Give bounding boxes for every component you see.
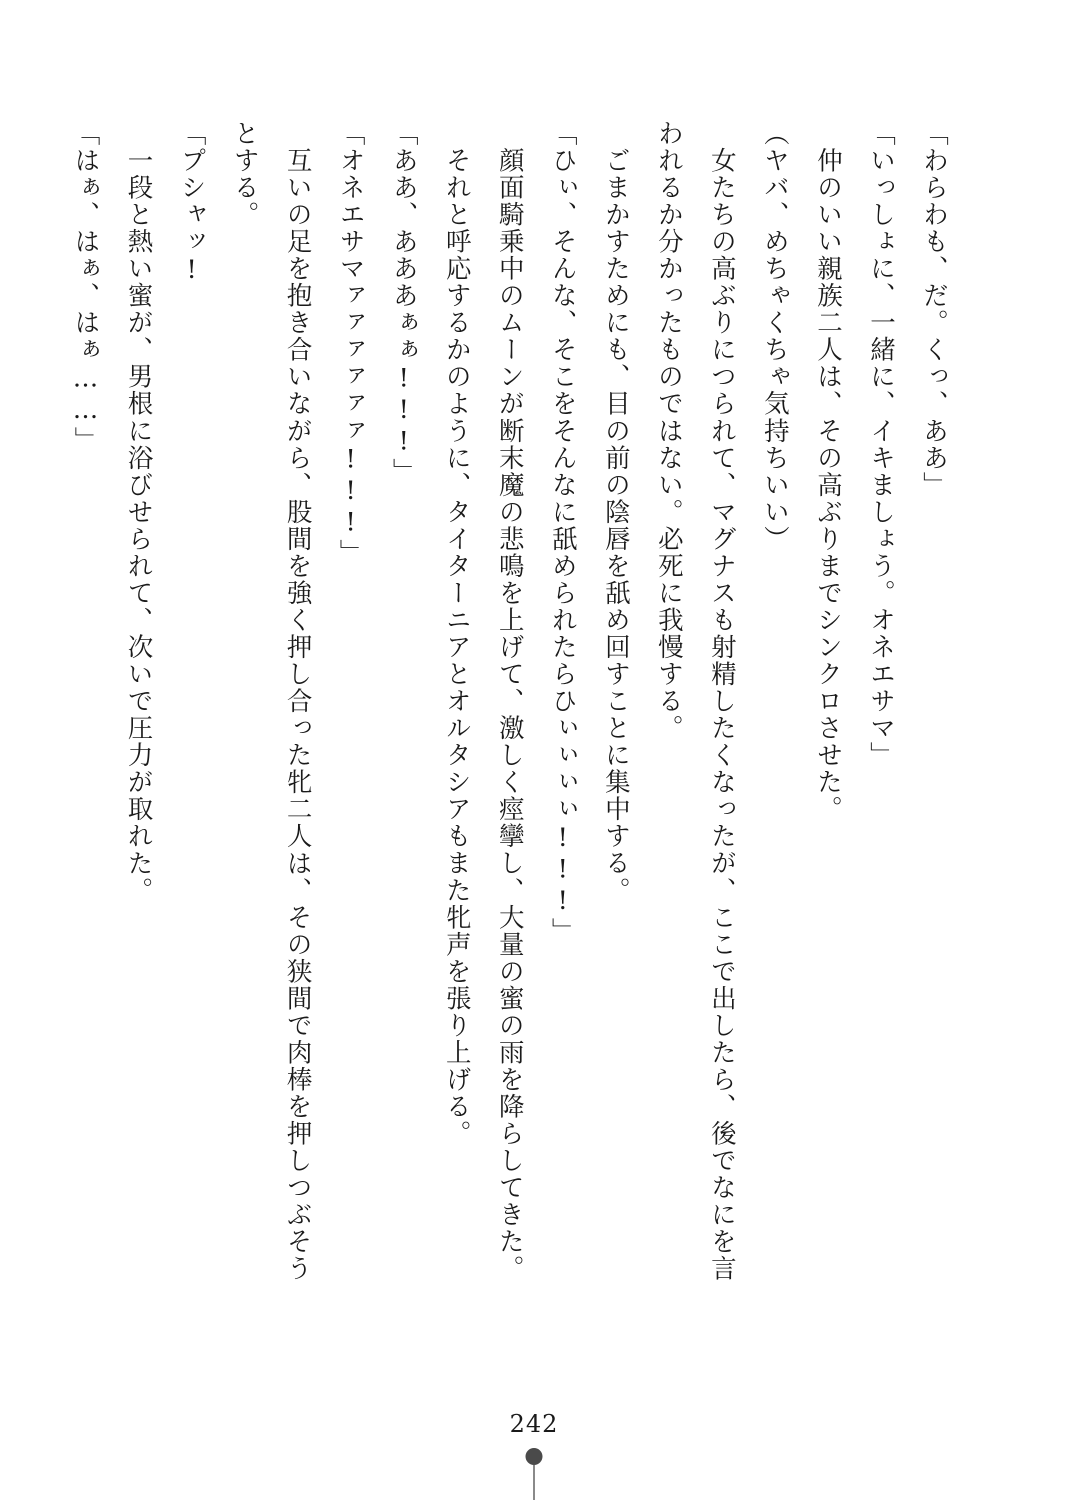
paragraph: 「はぁ、はぁ、はぁ……」 <box>70 120 101 454</box>
paragraph: 顔面騎乗中のムーンが断末魔の悲鳴を上げて、激しく痙攣し、大量の蜜の雨を降らしてきた。 <box>494 120 525 1283</box>
ornament-dot <box>526 1448 543 1465</box>
paragraph: 「プシャッ! <box>176 120 207 287</box>
page-body-text <box>70 120 960 1300</box>
paragraph: ごまかすためにも、目の前の陰唇を舐め回すことに集中する。 <box>600 120 631 904</box>
paragraph: それと呼応するかのように、タイターニアとオルタシアもまた牝声を張り上げる。 <box>441 120 472 1148</box>
paragraph: 「ああ、あああぁぁ!!!」 <box>388 120 419 485</box>
paragraph: 仲のいい親族二人は、その高ぶりまでシンクロさせた。 <box>812 120 843 823</box>
ornament-stem <box>533 1465 535 1500</box>
paragraph: 互いの足を抱き合いながら、股間を強く押し合った牝二人は、その狭間で肉棒を押しつぶそうとする。 <box>229 120 313 1283</box>
bottom-ornament-icon <box>519 1448 549 1500</box>
paragraph: 「わらわも、だ。くっ、ああ」 <box>919 120 949 499</box>
paragraph: 「ひぃ、そんな、そこをそんなに舐められたらひぃぃぃぃ!!!」 <box>547 120 578 945</box>
paragraph: 「オネエサマァァァァァァ!!!」 <box>335 120 366 566</box>
paragraph: （ヤバ、めちゃくちゃ気持ちいい） <box>759 120 790 553</box>
paragraph: 「いっしょに、一緒に、イキましょう。オネエサマ」 <box>865 120 896 769</box>
page-number: 242 <box>509 1410 559 1438</box>
paragraph: 女たちの高ぶりにつられて、マグナスも射精したくなったが、ここで出したら、後でなにを言われるか分かったものではない。必死に我慢する。 <box>653 120 737 1283</box>
paragraph: 一段と熱い蜜が、男根に浴びせられて、次いで圧力が取れた。 <box>123 120 154 904</box>
